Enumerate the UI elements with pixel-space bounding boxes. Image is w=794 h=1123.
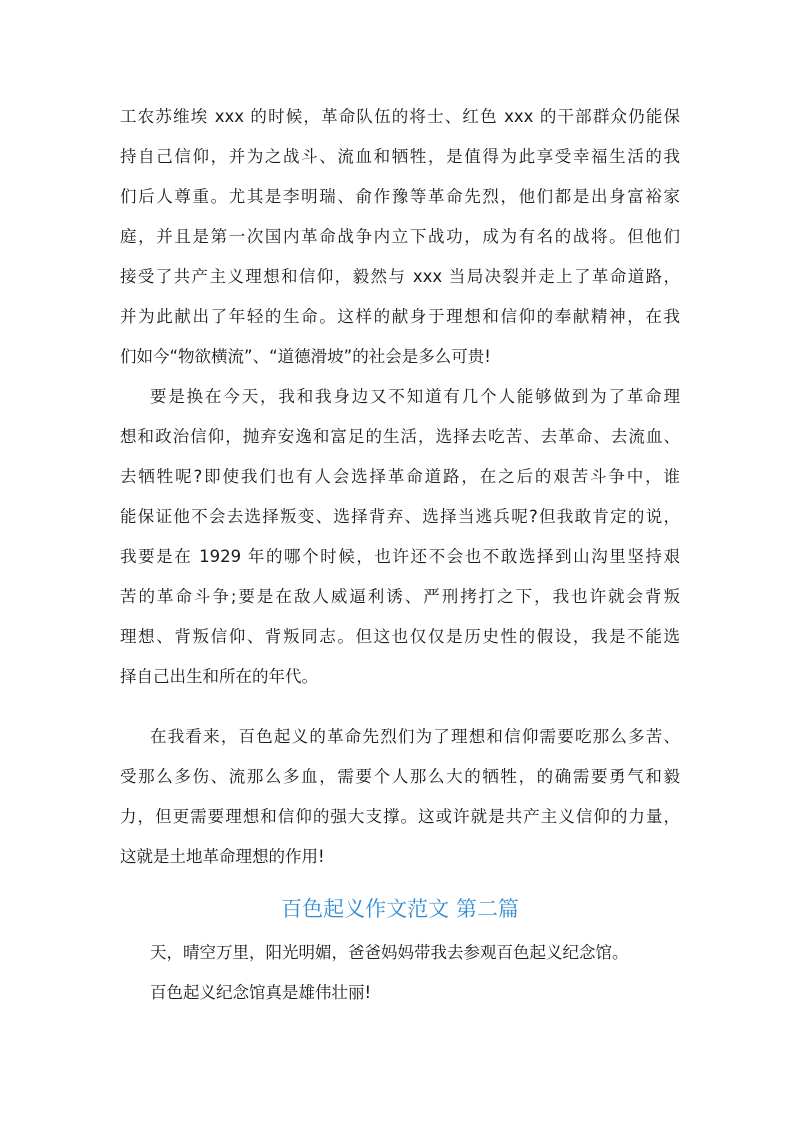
text-line: 去牺牲呢?即使我们也有人会选择革命道路，在之后的艰苦斗争中，谁 <box>120 467 680 486</box>
text-line: 想和政治信仰，抛弃安逸和富足的生活，选择去吃苦、去革命、去流血、 <box>120 427 680 446</box>
text-line: 接受了共产主义理想和信仰，毅然与 xxx 当局决裂并走上了革命道路， <box>120 267 680 286</box>
text-line: 们如今“物欲横流”、“道德滑坡”的社会是多么可贵! <box>120 347 491 366</box>
text-line: 这就是土地革命理想的作用! <box>120 847 325 866</box>
text-line: 并为此献出了年轻的生命。这样的献身于理想和信仰的奉献精神，在我 <box>120 307 680 326</box>
text-line: 理想、背叛信仰、背叛同志。但这也仅仅是历史性的假设，我是不能选 <box>120 627 680 646</box>
text-line: 力，但更需要理想和信仰的强大支撑。这或许就是共产主义信仰的力量， <box>120 807 680 826</box>
text-line: 百色起义纪念馆真是雄伟壮丽! <box>150 983 372 1002</box>
text-line: 们后人尊重。尤其是李明瑞、俞作豫等革命先烈，他们都是出身富裕家 <box>120 187 680 206</box>
text-line: 持自己信仰，并为之战斗、流血和牺牲，是值得为此享受幸福生活的我 <box>120 147 680 166</box>
section-heading: 百色起义作文范文 第二篇 <box>281 897 519 921</box>
text-line: 苦的革命斗争;要是在敌人威逼利诱、严刑拷打之下，我也许就会背叛 <box>120 587 680 606</box>
text-line: 能保证他不会去选择叛变、选择背弃、选择当逃兵呢?但我敢肯定的说， <box>120 507 680 526</box>
text-line: 在我看来，百色起义的革命先烈们为了理想和信仰需要吃那么多苦、 <box>150 727 680 746</box>
text-line: 天，晴空万里，阳光明媚，爸爸妈妈带我去参观百色起义纪念馆。 <box>150 943 629 962</box>
text-line: 要是换在今天，我和我身边又不知道有几个人能够做到为了革命理 <box>150 387 680 406</box>
text-line: 择自己出生和所在的年代。 <box>120 667 318 686</box>
text-line: 我要是在 1929 年的哪个时候，也许还不会也不敢选择到山沟里坚持艰 <box>120 547 680 566</box>
text-line: 受那么多伤、流那么多血，需要个人那么大的牺牲，的确需要勇气和毅 <box>120 767 680 786</box>
text-line: 工农苏维埃 xxx 的时候，革命队伍的将士、红色 xxx 的干部群众仍能保 <box>120 107 680 126</box>
text-line: 庭，并且是第一次国内革命战争内立下战功，成为有名的战将。但他们 <box>120 227 680 246</box>
